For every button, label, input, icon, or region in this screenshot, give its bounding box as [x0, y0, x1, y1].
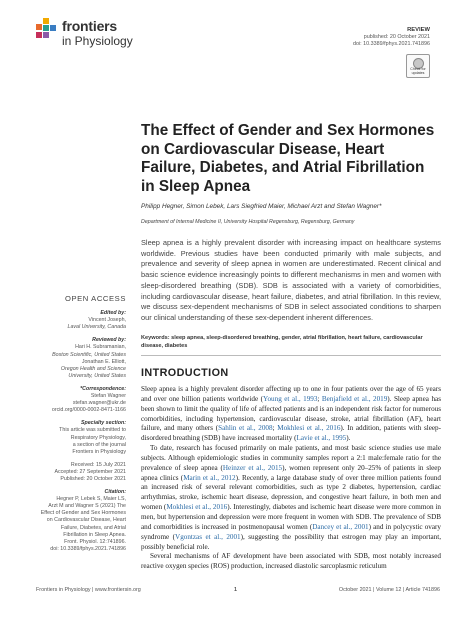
citation-link[interactable]: Mokhlesi et al., 2016 [166, 503, 228, 512]
specialty-line: This article was submitted to [59, 427, 126, 434]
journal-logo[interactable] [36, 16, 166, 52]
correspondence-orcid[interactable]: orcid.org/0000-0002-8471-1166 [51, 407, 126, 414]
citation-link[interactable]: Lavie et al., 1995 [296, 434, 347, 443]
brand-name: frontiers [62, 18, 117, 34]
body-text: ), suggesting the possibility that estrogen may play an important, possibly beneficial role. [141, 532, 441, 551]
reviewer-affiliation: University, United States [68, 372, 126, 379]
reviewer-affiliation: Oregon Health and Science [60, 365, 126, 372]
body-text: Several mechanisms of AF development have been associated with SDB, most notably increased reactive oxygen species (ROS) production, increased diastolic sarcoplasmic reticulum [141, 552, 441, 571]
page-footer [36, 587, 440, 597]
abstract: Sleep apnea is a highly prevalent disorder with increasing impact on healthcare systems worldwide. Previous studies have been conducted primarily with male subjects, and prevalence and severity of sleep apnea in women are underestimated. Recent clinical and basic science evidence increasingly points to different mechanisms in men and women with sleep-disordered breathing (SDB). SDB is associated with a variety of comorbidities, including cardiovascular disease, heart failure, diabetes, and atrial fibrillation. In this review, we discuss sex-dependent mechanisms of SDB in select associated conditions to sharpen our clinical understanding of these sex-dependent inherent differences. [141, 238, 441, 322]
received-date: Received: 15 July 2021 [70, 461, 126, 468]
section-divider [141, 355, 441, 356]
citation-line: Effect of Gender and Sex Hormones [40, 510, 126, 517]
body-text: To date, research has focused primarily on male patients, and most basic science studies use male subjects. Although epidemiologic studies in community samples report a 2:1 male:female ratio for the prevalence of sleep apnea ( [141, 444, 441, 472]
correspondence-name: Stefan Wagner [90, 393, 126, 400]
citation-link[interactable]: Vgontzas et al., 2001 [175, 532, 241, 541]
journal-name: in Physiology [62, 34, 133, 48]
citation-line: Fibrillation in Sleep Apnea. [63, 531, 126, 538]
citation-line: Hegner P, Lebek S, Maier LS, [56, 496, 126, 503]
specialty-line: Respiratory Physiology, [70, 434, 126, 441]
published-date: published: 20 October 2021 [363, 34, 430, 40]
body-text: ). Interestingly, diabetes and ischemic heart disease were more common in men, but hypertension and depression were more frequent in women with SDB. The prevalence of SDB and comorbidities is increased in postmenopausal women ( [141, 503, 442, 531]
paragraph [141, 385, 441, 444]
citation-link[interactable]: Dancey et al., 2001 [312, 522, 369, 531]
citation-line: Front. Physiol. 12:741896. [64, 538, 126, 545]
published-date: Published: 20 October 2021 [60, 475, 126, 482]
page-number: 1 [234, 587, 237, 593]
keywords-text: sleep apnea, sleep-disordered breathing, gender, atrial fibrillation, heart failure, cardiovascular disease, diabetes [141, 335, 423, 349]
footer-journal-site[interactable]: Frontiers in Physiology | www.frontiersin.org [36, 587, 141, 593]
correspondence-label: *Correspondence: [80, 385, 126, 392]
edited-by-label: Edited by: [100, 310, 126, 317]
author-list: Philipp Hegner, Simon Lebek, Lars Siegfried Maier, Michael Arzt and Stefan Wagner* [141, 203, 382, 210]
body-text: ), women represent only 20–25% of patients in sleep apnea clinics ( [141, 463, 441, 482]
body-text: ; [317, 394, 322, 403]
citation-link[interactable]: Marin et al., 2012 [183, 473, 236, 482]
citation-line: on Cardiovascular Disease, Heart [46, 517, 126, 524]
footer-issue-info: October 2021 | Volume 12 | Article 741896 [338, 587, 440, 593]
specialty-line: Frontiers in Physiology [72, 448, 126, 455]
body-text: ). Sleep apnea has been shown to limit the quality of life of affected patients and is an independent risk factor for numerous comorbidities, including hypertension, cardiovascular disease, stroke, atrial fibrillation (AF), heart failure, and many others ( [141, 394, 441, 433]
citation-link[interactable]: Mokhlesi et al., 2016 [277, 424, 341, 433]
citation-doi[interactable]: doi: 10.3389/fphys.2021.741896 [50, 545, 126, 552]
introduction-body [141, 385, 441, 572]
keywords-label: Keywords: [141, 335, 170, 341]
citation-label: Citation: [104, 489, 126, 496]
body-text: ). Recently, a large database study of over three million patients found an increased risk of several relevant comorbidities, such as type 2 diabetes, hypertension, cardiac arrhythmias, stroke, ischemic heart disease, depression, and congestive heart failure, in both men and women ( [141, 473, 441, 512]
article-info-sidebar [30, 295, 126, 553]
specialty-line: a section of the journal [72, 441, 126, 448]
article-meta [353, 27, 430, 48]
reviewer-name: Jonathan E. Elliott, [81, 358, 126, 365]
citation-link[interactable]: Young et al., 1993 [263, 394, 318, 403]
correspondence-email[interactable]: stefan.wagner@ukr.de [72, 400, 126, 407]
paragraph [141, 444, 441, 552]
check-for-updates-button[interactable] [406, 54, 430, 78]
article-title: The Effect of Gender and Sex Hormones on Cardiovascular Disease, Heart Failure, Diabetes, and Atrial Fibrillation in Sleep Apnea [141, 122, 435, 195]
editor-affiliation: Laval University, Canada [67, 324, 126, 331]
introduction-heading: INTRODUCTION [141, 367, 229, 379]
reviewer-affiliation: Boston Scientific, United States [52, 351, 126, 358]
citation-link[interactable]: Sahlin et al., 2008 [218, 424, 273, 433]
check-for-updates-label: Check for updates [410, 67, 426, 76]
body-text: ). In addition, patients with sleep-disordered breathing (SDB) have increased mortality ( [141, 424, 442, 443]
article-type: REVIEW [407, 27, 430, 33]
body-text: ) and in polycystic ovary syndrome ( [141, 522, 441, 541]
open-access-label: OPEN ACCESS [64, 294, 126, 303]
accepted-date: Accepted: 27 September 2021 [54, 468, 126, 475]
citation-link[interactable]: Heinzer et al., 2015 [222, 463, 283, 472]
reviewed-by-label: Reviewed by: [92, 337, 126, 344]
frontiers-logo-icon [36, 18, 58, 40]
keywords [141, 335, 441, 350]
citation-line: Arzt M and Wagner S (2021) The [48, 503, 126, 510]
editor-name: Vincent Joseph, [88, 317, 126, 324]
citation-link[interactable]: Benjafield et al., 2019 [321, 394, 388, 403]
paragraph [141, 552, 441, 572]
article-doi[interactable]: doi: 10.3389/fphys.2021.741896 [352, 41, 430, 47]
body-text: Sleep apnea is a highly prevalent disorder affecting up to one in four patients over the age of 65 years and over one billion patients worldwide ( [141, 385, 441, 403]
reviewer-name: Hari H. Subramanian, [75, 344, 126, 351]
affiliation: Department of Internal Medicine II, University Hospital Regensburg, Regensburg, Germany [141, 219, 355, 225]
body-text: ; [272, 424, 278, 433]
specialty-label: Specialty section: [80, 420, 126, 427]
body-text: ). [346, 434, 351, 443]
citation-line: Failure, Diabetes, and Atrial [60, 524, 126, 531]
